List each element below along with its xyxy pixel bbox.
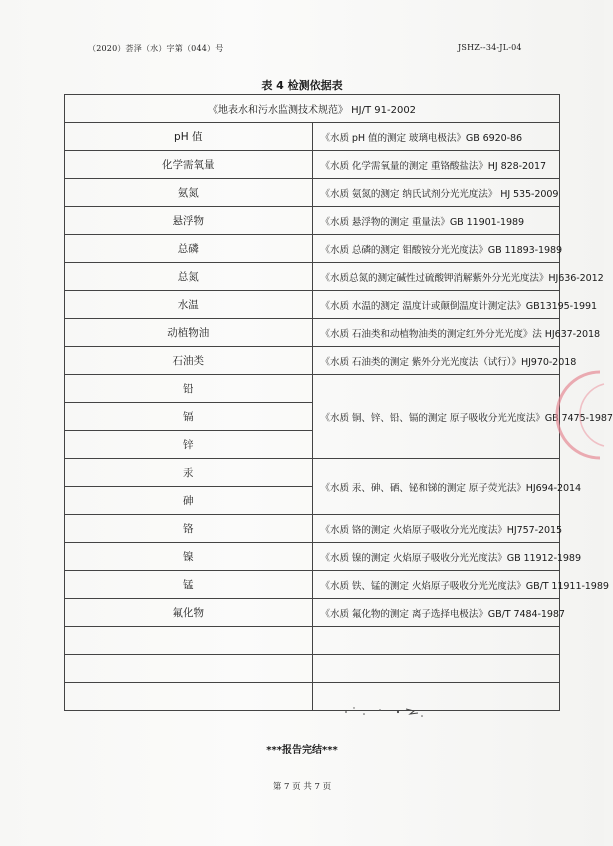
standard-cell: 《水质 化学需氧量的测定 重铬酸盐法》HJ 828-2017 xyxy=(312,151,560,179)
item-cell: 总磷 xyxy=(65,235,313,263)
item-cell: 动植物油 xyxy=(65,319,313,347)
item-cell: 氟化物 xyxy=(65,599,313,627)
item-cell: 砷 xyxy=(65,487,313,515)
table-row xyxy=(65,263,560,291)
empty-row xyxy=(65,627,560,655)
standard-cell: 《水质总氮的测定碱性过硫酸钾消解紫外分光光度法》HJ636-2012 xyxy=(312,263,560,291)
table-row xyxy=(65,179,560,207)
document-number: （2020）荟泽（水）字第（044）号 xyxy=(88,44,224,53)
seal-stamp-edge xyxy=(570,370,604,460)
item-cell: pH 值 xyxy=(65,123,313,151)
standard-cell: 《水质 水温的测定 温度计或颠倒温度计测定法》GB13195-1991 xyxy=(312,291,560,319)
item-cell: 化学需氧量 xyxy=(65,151,313,179)
standard-cell: 《水质 总磷的测定 钼酸铵分光光度法》GB 11893-1989 xyxy=(312,235,560,263)
empty-standard-cell xyxy=(312,627,560,655)
empty-row xyxy=(65,655,560,683)
standard-cell: 《水质 石油类和动植物油类的测定红外分光光度》法 HJ637-2018 xyxy=(312,319,560,347)
item-cell: 石油类 xyxy=(65,347,313,375)
table-row xyxy=(65,375,560,403)
table-header-row xyxy=(65,95,560,123)
standard-cell: 《水质 石油类的测定 紫外分光光度法（试行）》HJ970-2018 xyxy=(312,347,560,375)
empty-item-cell xyxy=(65,627,313,655)
table-row xyxy=(65,291,560,319)
standard-cell: 《水质 氨氮的测定 纳氏试剂分光光度法》 HJ 535-2009 xyxy=(312,179,560,207)
scan-specks xyxy=(340,700,430,724)
table-row xyxy=(65,459,560,487)
standard-cell: 《水质 pH 值的测定 玻璃电极法》GB 6920-86 xyxy=(312,123,560,151)
page-number: 第 7 页 共 7 页 xyxy=(272,782,332,792)
item-cell: 铅 xyxy=(65,375,313,403)
standard-cell-merged: 《水质 铜、锌、铅、镉的测定 原子吸收分光光度法》GB 7475-1987 xyxy=(312,375,560,459)
item-cell: 悬浮物 xyxy=(65,207,313,235)
table-row xyxy=(65,235,560,263)
item-cell: 总氮 xyxy=(65,263,313,291)
table-title: 表 4 检测依据表 xyxy=(261,79,343,92)
table-row xyxy=(65,543,560,571)
item-cell: 汞 xyxy=(65,459,313,487)
standard-cell: 《水质 氟化物的测定 离子选择电极法》GB/T 7484-1987 xyxy=(312,599,560,627)
empty-row xyxy=(65,683,560,711)
table-row xyxy=(65,599,560,627)
item-cell: 铬 xyxy=(65,515,313,543)
table-row xyxy=(65,319,560,347)
item-cell: 锌 xyxy=(65,431,313,459)
item-cell: 镍 xyxy=(65,543,313,571)
standard-cell: 《水质 铬的测定 火焰原子吸收分光光度法》HJ757-2015 xyxy=(312,515,560,543)
empty-item-cell xyxy=(65,683,313,711)
item-cell: 镉 xyxy=(65,403,313,431)
table-row xyxy=(65,571,560,599)
report-end-mark: ***报告完结*** xyxy=(266,745,338,756)
empty-item-cell xyxy=(65,655,313,683)
table-row xyxy=(65,207,560,235)
table-row xyxy=(65,123,560,151)
item-cell: 锰 xyxy=(65,571,313,599)
standard-cell-merged: 《水质 汞、砷、硒、铋和锑的测定 原子荧光法》HJ694-2014 xyxy=(312,459,560,515)
form-code: JSHZ--34-JL-04 xyxy=(458,43,522,52)
empty-standard-cell xyxy=(312,655,560,683)
item-cell: 水温 xyxy=(65,291,313,319)
standard-cell: 《水质 铁、锰的测定 火焰原子吸收分光光度法》GB/T 11911-1989 xyxy=(312,571,560,599)
detection-basis-table xyxy=(64,94,613,711)
item-cell: 氨氮 xyxy=(65,179,313,207)
table-row xyxy=(65,515,560,543)
standard-cell: 《水质 悬浮物的测定 重量法》GB 11901-1989 xyxy=(312,207,560,235)
standard-cell: 《水质 镍的测定 火焰原子吸收分光光度法》GB 11912-1989 xyxy=(312,543,560,571)
header-standard: 《地表水和污水监测技术规范》 HJ/T 91-2002 xyxy=(65,95,560,123)
table-row xyxy=(65,151,560,179)
table-row xyxy=(65,347,560,375)
